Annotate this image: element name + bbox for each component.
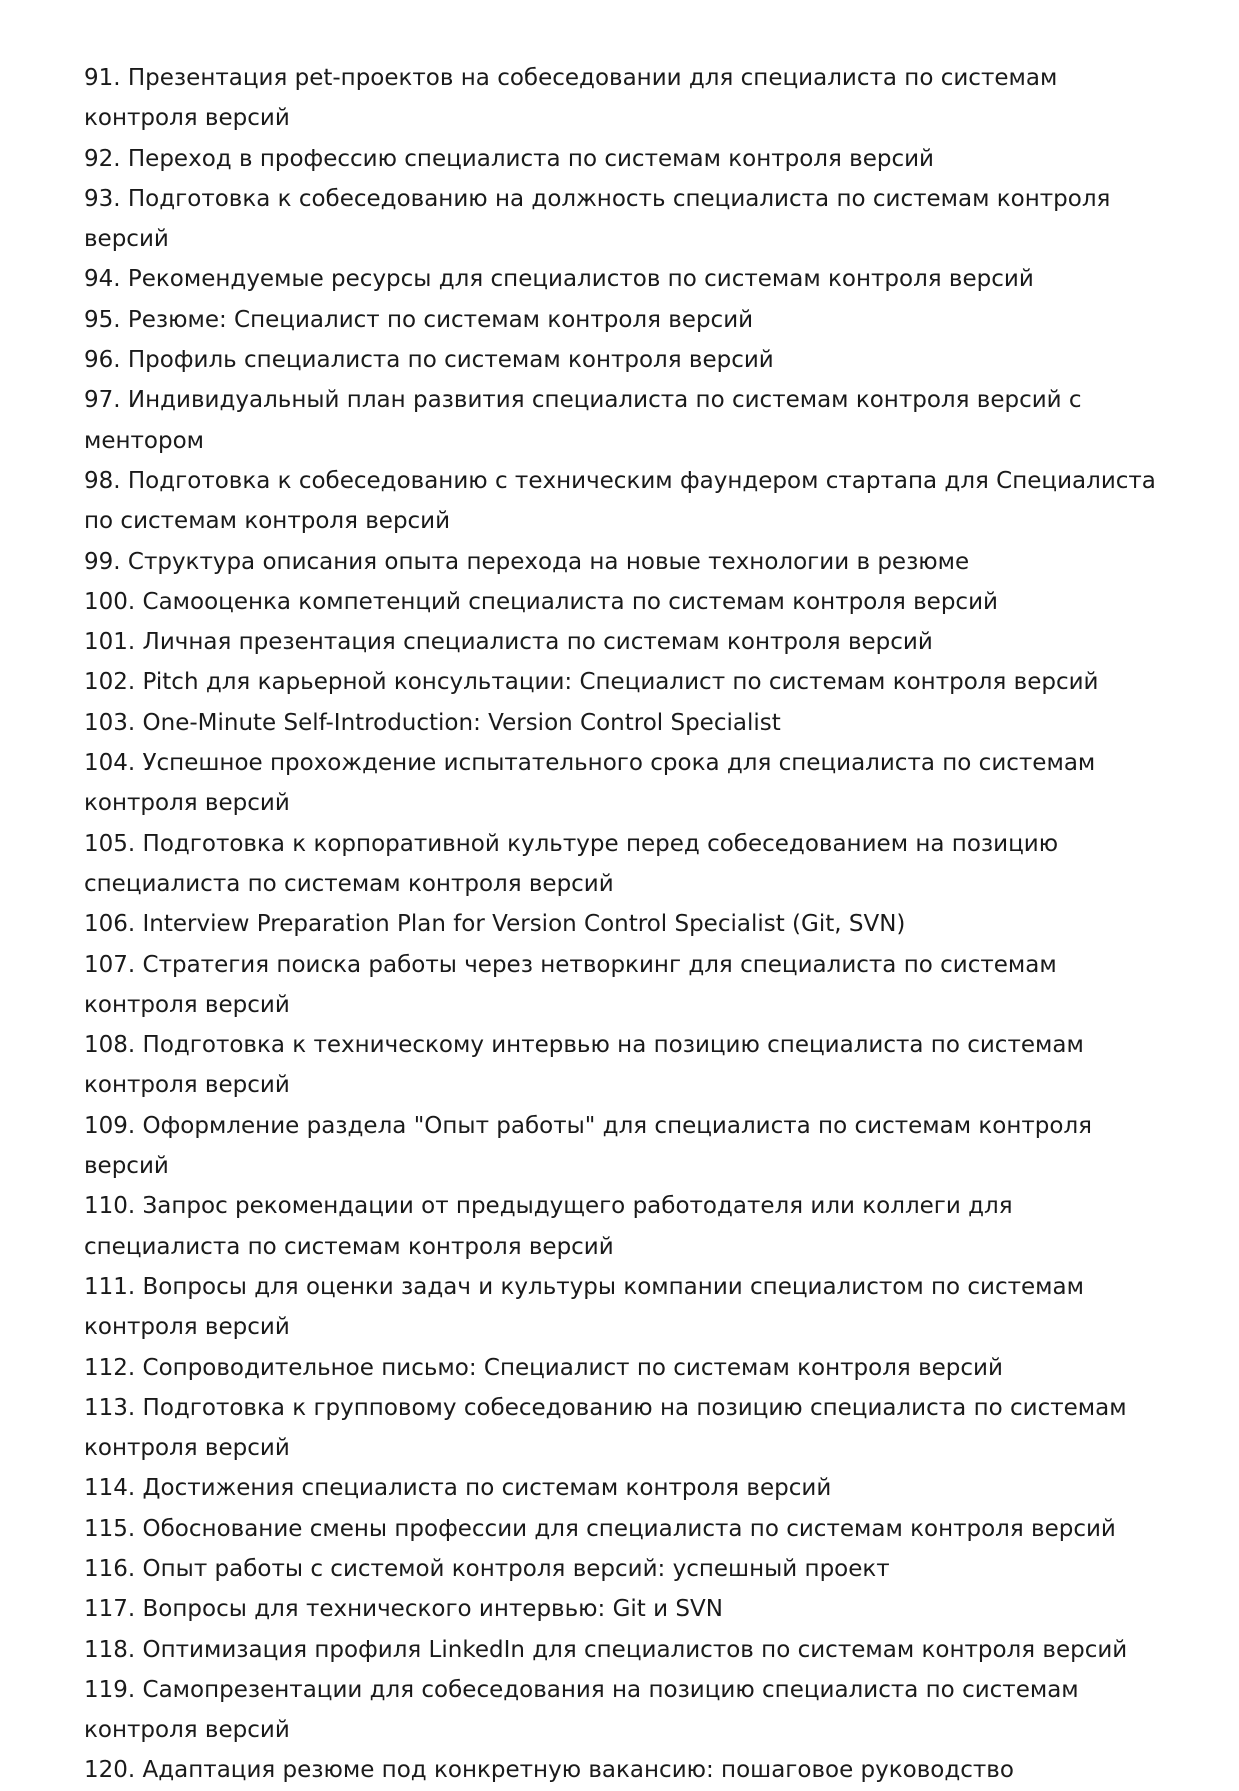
list-item: 97. Индивидуальный план развития специалиста по системам контроля версий с ментором: [84, 387, 1082, 454]
list-item: 112. Сопроводительное письмо: Специалист по системам контроля версий: [84, 1354, 1003, 1381]
list-item: 102. Pitch для карьерной консультации: Специалист по системам контроля версий: [84, 669, 1099, 696]
list-item: 111. Вопросы для оценки задач и культуры компании специалистом по системам контроля версий: [84, 1273, 1084, 1341]
list-item: 109. Оформление раздела "Опыт работы" для специалиста по системам контроля версий: [84, 1112, 1092, 1180]
list-item: 110. Запрос рекомендации от предыдущего работодателя или коллеги для специалиста по системам контроля версий: [84, 1193, 1013, 1260]
list-item: 108. Подготовка к техническому интервью на позицию специалиста по системам контроля версий: [84, 1032, 1084, 1099]
list-item: 113. Подготовка к групповому собеседованию на позицию специалиста по системам контроля версий: [84, 1394, 1127, 1462]
list-item: 120. Адаптация резюме под конкретную вакансию: пошаговое руководство: [84, 1757, 1014, 1784]
document-list: [84, 58, 1164, 1791]
list-item: 107. Стратегия поиска работы через нетворкинг для специалиста по системам контроля версий: [84, 951, 1057, 1018]
list-item: 101. Личная презентация специалиста по системам контроля версий: [84, 629, 933, 656]
list-item: 91. Презентация pet-проектов на собеседовании для специалиста по системам контроля версий: [84, 65, 1058, 132]
list-item: 98. Подготовка к собеседованию с техническим фаундером стартапа для Специалиста по системам контроля версий: [84, 467, 1156, 535]
list-item: 103. One-Minute Self-Introduction: Version Control Specialist: [84, 709, 781, 736]
list-item: 99. Структура описания опыта перехода на новые технологии в резюме: [84, 548, 970, 575]
list-item: 119. Самопрезентации для собеседования на позицию специалиста по системам контроля версий: [84, 1676, 1079, 1744]
list-item: 104. Успешное прохождение испытательного срока для специалиста по системам контроля версий: [84, 750, 1096, 817]
list-item: 94. Рекомендуемые ресурсы для специалистов по системам контроля версий: [84, 266, 1034, 293]
list-item: 116. Опыт работы с системой контроля версий: успешный проект: [84, 1555, 890, 1582]
list-item: 93. Подготовка к собеседованию на должность специалиста по системам контроля версий: [84, 185, 1111, 253]
list-item: 118. Оптимизация профиля LinkedIn для специалистов по системам контроля версий: [84, 1636, 1128, 1663]
list-item: 117. Вопросы для технического интервью: Git и SVN: [84, 1596, 723, 1623]
list-item: 115. Обоснование смены профессии для специалиста по системам контроля версий: [84, 1515, 1116, 1542]
list-item: 114. Достижения специалиста по системам контроля версий: [84, 1475, 832, 1502]
list-item: 100. Самооценка компетенций специалиста по системам контроля версий: [84, 588, 998, 615]
list-item: 106. Interview Preparation Plan for Version Control Specialist (Git, SVN): [84, 911, 906, 938]
list-item: 95. Резюме: Специалист по системам контроля версий: [84, 306, 754, 333]
list-item: 96. Профиль специалиста по системам контроля версий: [84, 347, 774, 374]
list-item: 92. Переход в профессию специалиста по системам контроля версий: [84, 145, 934, 172]
list-item: 105. Подготовка к корпоративной культуре перед собеседованием на позицию специалиста по системам контроля версий: [84, 830, 1059, 897]
